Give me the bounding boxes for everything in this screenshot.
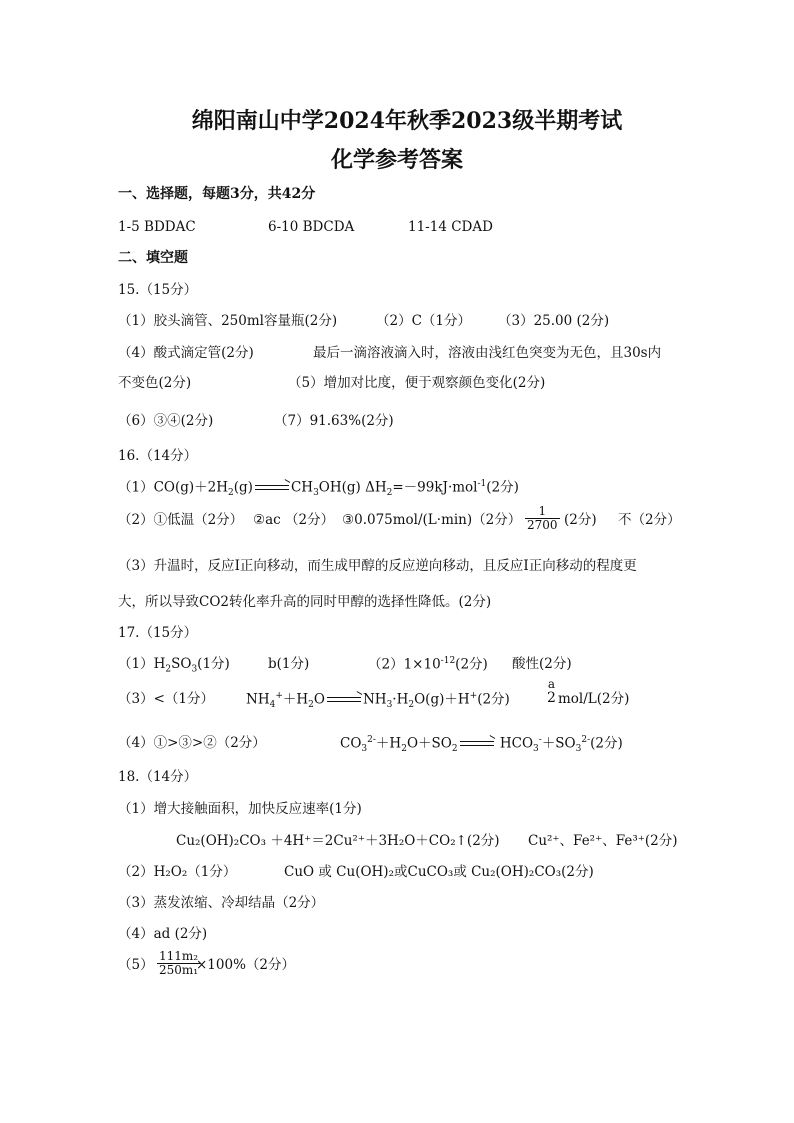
- q17-part1c: (1分): [197, 656, 230, 672]
- q17-frac-den: 2: [547, 690, 556, 707]
- q15-heading: 15.（15分）: [118, 282, 198, 298]
- q18-line3: [118, 864, 594, 880]
- q16-eq-d: OH(g) ΔH: [318, 479, 387, 496]
- q15-line3: [118, 375, 546, 391]
- q17-eq-c: O: [313, 691, 325, 708]
- q15-line1: [118, 313, 610, 329]
- q16-line1: $(1)CO(g)+2H_2(g)$ $CH_3OH(g)$ $\Delta H_2=-99kJ\cdot mol^{-1}(2$分): [118, 479, 519, 499]
- q17-eq-f: O(g)＋H: [414, 691, 470, 708]
- q18-part2b: CuO 或 Cu(OH)₂或CuCO₃或 Cu₂(OH)₂CO₃(2分): [284, 864, 594, 880]
- q16-part2c: ③0.075mol/(L·min)（2分）: [342, 512, 522, 528]
- section1-heading: 一、选择题，每题3分，共42分: [118, 186, 316, 202]
- q15-line2: [118, 345, 662, 361]
- q16-part2b: ②ac （2分）: [253, 512, 335, 528]
- q15-part3: （3）25.00 (2分): [498, 313, 610, 329]
- q15-part4c: 不变色(2分): [118, 375, 192, 391]
- q17-part2-score: (2分): [455, 656, 488, 673]
- q17-line1: $(1)H_2SO_3(1$分) b(1分) $(2)1\times 10^{-12}(2$分) 酸性(2分): [118, 656, 572, 675]
- q18-line4: （3）蒸发浓缩、冷却结晶（2分）: [118, 895, 325, 911]
- equilibrium-arrow-icon: [255, 484, 289, 492]
- q17-part2c: 酸性(2分): [512, 656, 572, 672]
- q17-eq2-e: ＋SO: [541, 735, 576, 752]
- q16-fraction: [525, 505, 560, 532]
- q18-part5a: （5）: [118, 957, 154, 973]
- q17-eq-e: ·H: [392, 691, 409, 708]
- q17-heading: 17.（15分）: [118, 625, 198, 641]
- q16-line4: 大，所以导致CO2转化率升高的同时甲醇的选择性降低。(2分): [118, 594, 492, 610]
- q16-eq-a: （1）CO(g)＋2H: [118, 479, 229, 496]
- q15-part7: （7）91.63%(2分): [274, 413, 394, 429]
- q16-line2: [118, 504, 681, 533]
- equilibrium-arrow-icon: [460, 740, 494, 748]
- q17-eq2-d: HCO: [499, 735, 534, 752]
- q15-part1: （1）胶头滴管、250ml容量瓶(2分): [118, 313, 338, 329]
- q17-line3: [118, 735, 623, 755]
- q18-ions: Cu²⁺、Fe²⁺、Fe³⁺(2分): [528, 833, 678, 849]
- q16-eq-b: (g): [233, 479, 253, 496]
- answer-key-subtitle: 化学参考答案: [330, 147, 463, 173]
- q17-part1b: SO: [171, 656, 192, 672]
- q16-frac-num: 1: [525, 505, 560, 519]
- q15-part4a: （4）酸式滴定管(2分): [118, 345, 254, 361]
- q17-line2: [118, 677, 630, 711]
- q17-eq2-a: CO: [340, 735, 362, 752]
- q17-eq-b: ＋H: [282, 691, 309, 708]
- q17-part1d: b(1分): [268, 656, 310, 672]
- q17-eq2-c: O＋SO: [406, 735, 452, 752]
- q17-hydrolysis-eq: $NH_4^++H_2O$ $NH_3\cdot H_2O(g)+H^+(2$分): [246, 691, 510, 711]
- q16-eq-c: CH: [290, 479, 314, 496]
- q18-part5b: ×100%（2分）: [196, 957, 295, 973]
- q17-eq2-b: ＋H: [375, 735, 402, 752]
- q18-line6: [118, 949, 295, 978]
- mcq-11-14: 11-14 CDAD: [408, 219, 493, 235]
- q17-part2-exp: -12: [440, 656, 456, 666]
- q18-part2a: （2）H₂O₂（1分）: [118, 864, 237, 880]
- q17-sulfite-eq: $CO_3^{2-}+H_2O+SO_2$ $HCO_3^-+SO_3^{2-}(2$分): [340, 735, 623, 755]
- q17-eq-g: (2分): [477, 691, 510, 708]
- q16-frac-den: 2700: [527, 518, 558, 533]
- q15-part4b: 最后一滴溶液滴入时，溶液由浅红色突变为无色，且30s内: [313, 345, 662, 361]
- q18-heading: 18.（14分）: [118, 769, 198, 785]
- q15-part5: （5）增加对比度，便于观察颜色变化(2分): [288, 375, 546, 391]
- q17-frac-num: a: [547, 677, 556, 691]
- q17-part3a: （3）<（1分）: [118, 691, 214, 707]
- section2-heading: 二、填空题: [118, 250, 188, 266]
- q18-eq: Cu₂(OH)₂CO₃ ＋4H⁺＝2Cu²⁺＋3H₂O＋CO₂↑(2分): [176, 833, 500, 849]
- q16-eq-f: (2分): [486, 479, 519, 496]
- q17-part2: [368, 656, 488, 673]
- q17-part4a: （4）①>③>②（2分）: [118, 735, 266, 751]
- q18-frac-den: 250m₁: [159, 963, 199, 978]
- q17-part3i: mol/L(2分): [558, 691, 630, 707]
- q16-part2a: （2）①低温（2分）: [118, 512, 244, 528]
- q17-eq-a: NH: [246, 691, 270, 708]
- mcq-6-10: 6-10 BDCDA: [268, 219, 355, 235]
- q17-eq-d: NH: [362, 691, 387, 708]
- q18-fraction: [157, 950, 200, 977]
- q16-line3: （3）升温时，反应Ⅰ正向移动，而生成甲醇的反应逆向移动，且反应Ⅰ正向移动的程度更: [118, 558, 637, 574]
- q17-part2-base: （2）1×10: [368, 656, 441, 673]
- q16-part2d: (2分): [564, 512, 597, 528]
- q16-eq-e: =－99kJ·mol: [392, 479, 478, 496]
- q18-line1: （1）增大接触面积，加快反应速率(1分): [118, 801, 362, 817]
- mcq-1-5: 1-5 BDDAC: [118, 219, 196, 235]
- q16-part2e: 不（2分）: [618, 512, 681, 528]
- q16-heading: 16.（14分）: [118, 448, 198, 464]
- q15-part2: （2）C（1分）: [376, 313, 472, 329]
- q15-part6: （6）③④(2分): [118, 413, 214, 429]
- q18-line5: （4）ad (2分): [118, 926, 208, 942]
- q17-fraction: [545, 678, 558, 707]
- q17-part1a: （1）H: [118, 656, 166, 672]
- equilibrium-arrow-icon: [327, 696, 361, 704]
- exam-title: 绵阳南山中学2024年秋季2023级半期考试: [191, 108, 623, 134]
- q17-eq2-f: (2分): [590, 735, 623, 752]
- mcq-answers: [118, 219, 493, 235]
- q15-line4: [118, 413, 394, 429]
- q18-frac-num: 111m₂: [159, 949, 199, 963]
